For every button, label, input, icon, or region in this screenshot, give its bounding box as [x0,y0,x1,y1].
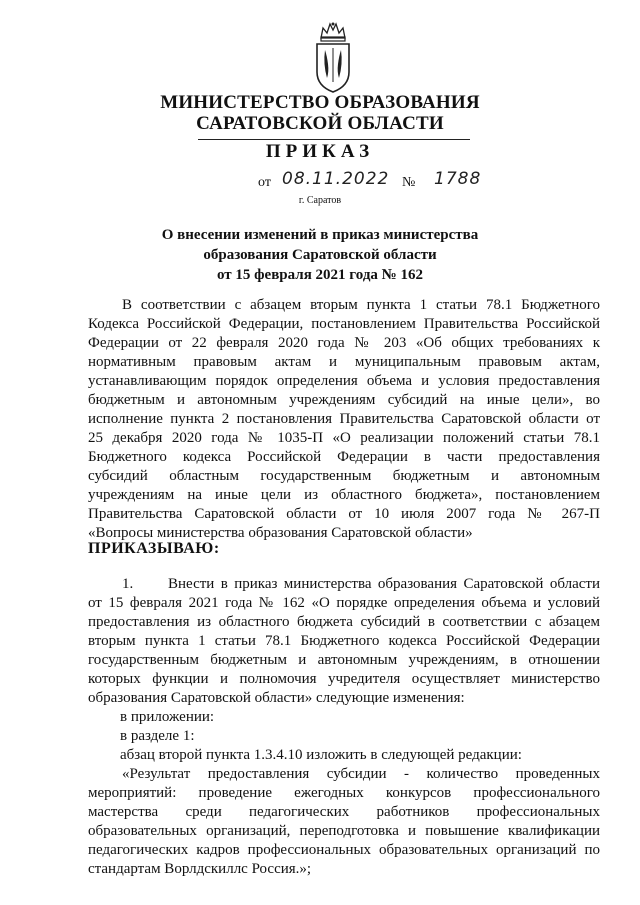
preamble-line: субсидий областным государственным бюджетным и автономным [88,468,600,484]
item-line: образования Саратовской области» следующие изменения: [88,690,465,706]
date-prefix: от [258,175,271,190]
preamble-line: Правительства Саратовской области от 10 июля 2007 года № 267-П [88,506,600,522]
sub-item-line: в разделе 1: [120,728,195,744]
item-line: предоставления из областного бюджета субсидий в соответствии с абзацем [88,614,600,630]
preamble-paragraph [88,296,600,543]
order-item-1 [88,575,600,879]
subject-line: от 15 февраля 2021 года № 162 [217,267,423,283]
preamble-line: исполнение пункта 2 постановления Правительства Саратовской области от [88,411,600,427]
document-type-title: ПРИКАЗ [265,141,375,162]
quote-line: педагогических кадров профессиональных образовательных организаций по [88,842,600,858]
quote-line: мастерства среди педагогических работников профессиональных [88,804,600,820]
organization-name-line2: САРАТОВСКОЙ ОБЛАСТИ [196,113,444,134]
quote-line: мероприятий: проведение ежегодных конкурсов профессионального [88,785,600,801]
preamble-line: В соответствии с абзацем вторым пункта 1 статьи 78.1 Бюджетного [122,297,600,313]
sub-item-line: в приложении: [120,709,215,725]
preamble-line: 25 декабря 2020 года № 1035-П «О реализации положений статьи 78.1 [88,430,600,446]
number-prefix: № [402,175,416,190]
preamble-line: «Вопросы министерства образования Саратовской области» [88,525,473,541]
handwritten-date: 08.11.2022 [282,169,390,189]
preamble-line: Кодекса Российской Федерации, постановлением Правительства Российской [88,316,600,332]
quote-line: образовательных организаций, переподготовка и повышение квалификации [88,823,600,839]
item-line: от 15 февраля 2021 года № 162 «О порядке определения объема и условий [88,595,600,611]
preamble-line: бюджетным и автономным учреждениям субсидий на иные цели», во [88,392,600,408]
quote-line: «Результат предоставления субсидии - количество проведенных [122,766,600,782]
item-line: государственным бюджетным и автономным учреждениям, в отношении [88,652,600,668]
city-label: г. Саратов [298,195,342,206]
handwritten-number: 1788 [434,169,482,189]
preamble-line: Бюджетного кодекса Российской Федерации в части предоставления [88,449,600,465]
item-line: вторым пункта 1 статьи 78.1 Бюджетного кодекса Российской Федерации [88,633,600,649]
quote-line: стандартам Ворлдскиллс Россия.»; [88,861,312,877]
sub-item-line: абзац второй пункта 1.3.4.10 изложить в следующей редакции: [120,747,522,763]
item-line: которых функции и полномочия учредителя осуществляет министерство [88,671,600,687]
item-first-text: Внести в приказ министерства образования Саратовской области [168,576,600,592]
preamble-line: устанавливающим порядок определения объема и условия предоставления [88,373,600,389]
header-divider [198,139,470,140]
order-heading: ПРИКАЗЫВАЮ: [88,540,220,557]
organization-name-line1: МИНИСТЕРСТВО ОБРАЗОВАНИЯ [160,92,480,113]
item-number: 1. [122,576,134,592]
preamble-line: Федерации от 22 февраля 2020 года № 203 «Об общих требованиях к [88,335,600,351]
subject-line: О внесении изменений в приказ министерства [161,227,479,243]
saratov-coat-of-arms-icon [313,20,353,94]
document-subject [0,225,640,285]
subject-line: образования Саратовской области [203,247,437,263]
preamble-line: учреждениям на иные цели из областного бюджета», постановлением [88,487,600,503]
preamble-line: нормативным правовым актам и муниципальным правовым актам, [88,354,600,370]
item-first-line [88,575,600,594]
